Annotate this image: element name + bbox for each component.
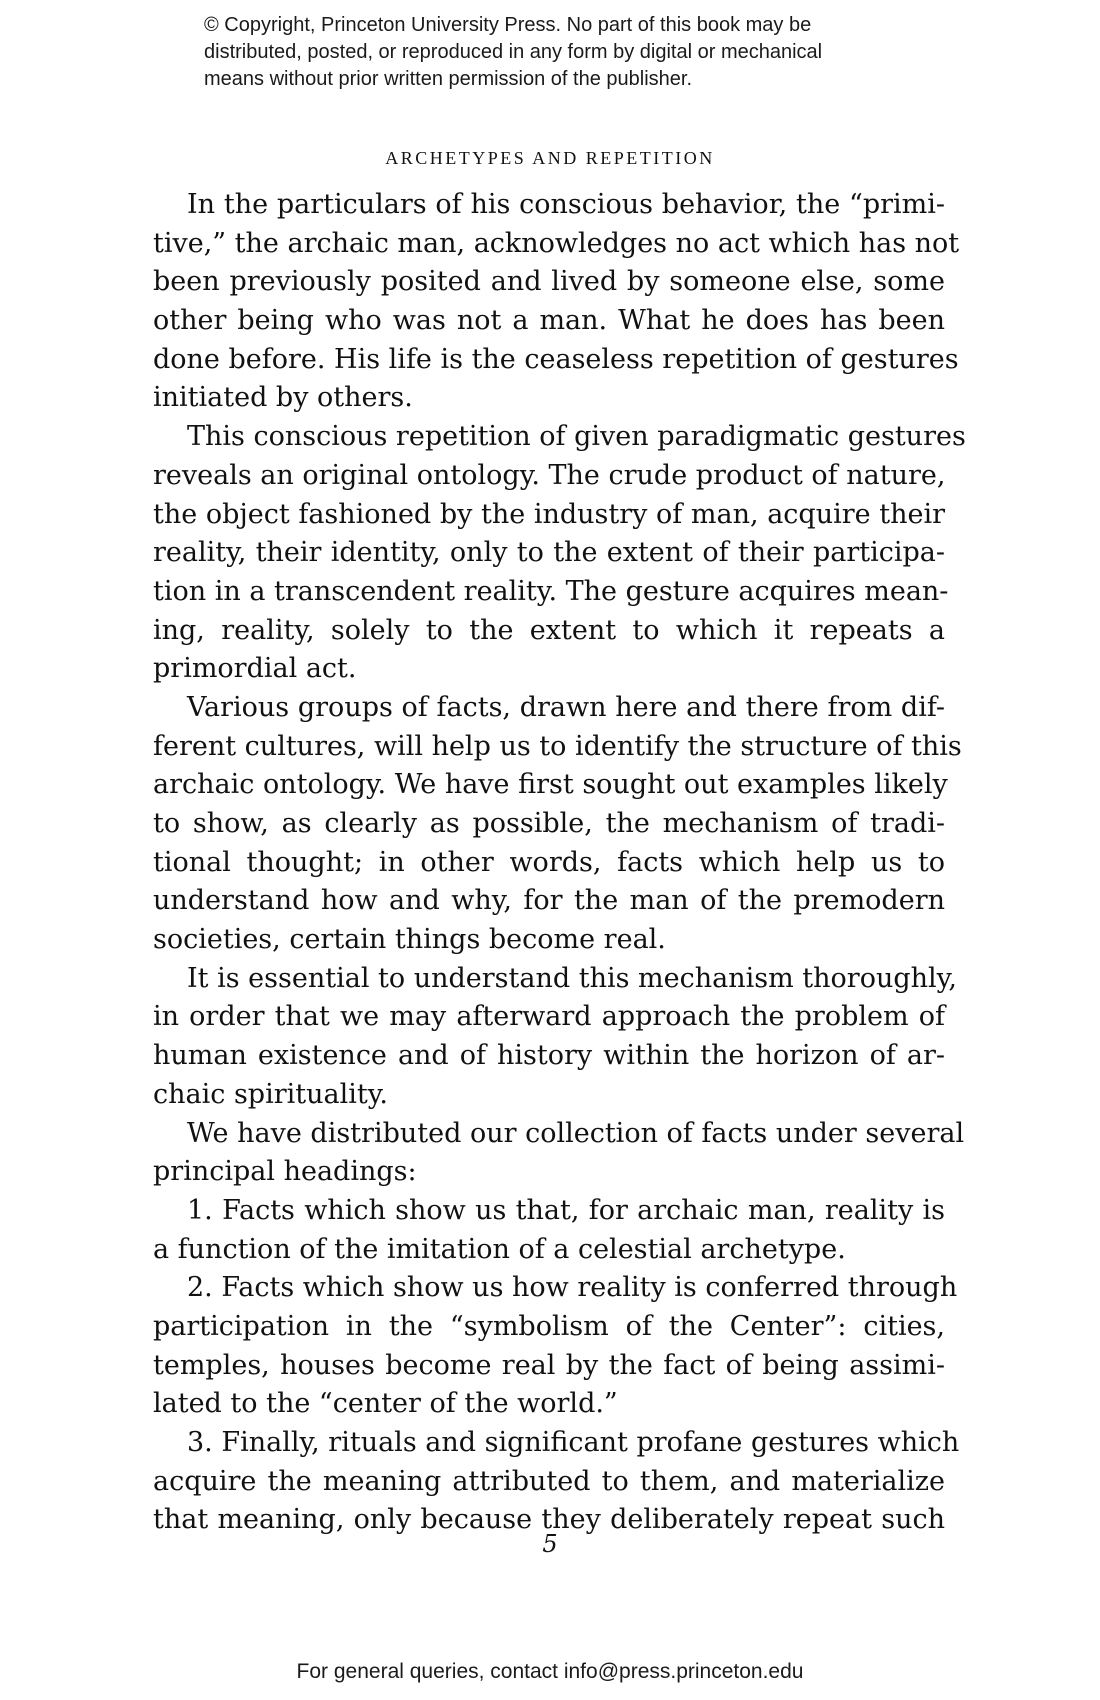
list-item-line: acquire the meaning attributed to them, and materialize — [153, 1465, 945, 1497]
text-line: Various groups of facts, drawn here and there from dif- — [187, 691, 945, 723]
running-head: ARCHETYPES AND REPETITION — [385, 148, 715, 168]
list-item-line: 3. Finally, rituals and significant profane gestures which — [187, 1427, 960, 1458]
text-line: archaic ontology. We have first sought out examples likely — [153, 769, 948, 801]
text-line: We have distributed our collection of facts under several — [187, 1117, 965, 1149]
copyright-notice — [204, 12, 924, 93]
list-item-line: 1. Facts which show us that, for archaic man, reality is — [187, 1194, 945, 1226]
text-line: ing, reality, solely to the extent to which it repeats a — [153, 614, 945, 646]
list-item-line: a function of the imitation of a celestial archetype. — [153, 1233, 846, 1265]
copyright-line: © Copyright, Princeton University Press. No part of this book may be — [204, 14, 812, 36]
text-line: understand how and why, for the man of the premodern — [153, 885, 945, 917]
text-line: tion in a transcendent reality. The gesture acquires mean- — [153, 575, 949, 607]
text-line: to show, as clearly as possible, the mechanism of tradi- — [153, 808, 945, 839]
copyright-line: means without prior written permission of the publisher. — [204, 68, 693, 90]
page-number: 5 — [542, 1530, 558, 1558]
list-item-line: 2. Facts which show us how reality is conferred through — [187, 1272, 958, 1304]
text-line: been previously posited and lived by someone else, some — [153, 266, 945, 298]
text-line: other being who was not a man. What he does has been — [153, 305, 945, 337]
text-line: initiated by others. — [153, 382, 413, 414]
copyright-line: distributed, posted, or reproduced in any form by digital or mechanical — [204, 41, 823, 63]
text-line: reveals an original ontology. The crude product of nature, — [153, 459, 946, 491]
footer-contact: For general queries, contact info@press.princeton.edu — [296, 1660, 804, 1683]
text-line: In the particulars of his conscious behavior, the “primi- — [187, 189, 945, 220]
text-line: chaic spirituality. — [153, 1078, 388, 1110]
text-line: This conscious repetition of given paradigmatic gestures — [187, 421, 966, 453]
text-line: tive,” the archaic man, acknowledges no act which has not — [153, 227, 960, 259]
text-line: done before. His life is the ceaseless repetition of gestures — [153, 343, 959, 375]
list-item-line: that meaning, only because they deliberately repeat such — [153, 1504, 945, 1536]
text-line: tional thought; in other words, facts which help us to — [153, 846, 945, 878]
text-line: It is essential to understand this mechanism thoroughly, — [187, 962, 957, 994]
text-line: in order that we may afterward approach the problem of — [153, 1001, 945, 1033]
text-line: ferent cultures, will help us to identify the structure of this — [153, 730, 962, 762]
text-line: reality, their identity, only to the extent of their participa- — [153, 537, 945, 569]
text-line: human existence and of history within the horizon of ar- — [153, 1040, 945, 1072]
list-item-line: lated to the “center of the world.” — [153, 1388, 618, 1420]
text-line: principal headings: — [153, 1156, 417, 1188]
list-item-line: temples, houses become real by the fact of being assimi- — [153, 1349, 945, 1381]
body-text — [153, 186, 966, 1540]
text-line: primordial act. — [153, 653, 357, 685]
text-line: societies, certain things become real. — [153, 924, 666, 956]
list-item-line: participation in the “symbolism of the Center”: cities, — [153, 1310, 945, 1342]
text-line: the object fashioned by the industry of man, acquire their — [153, 498, 945, 530]
